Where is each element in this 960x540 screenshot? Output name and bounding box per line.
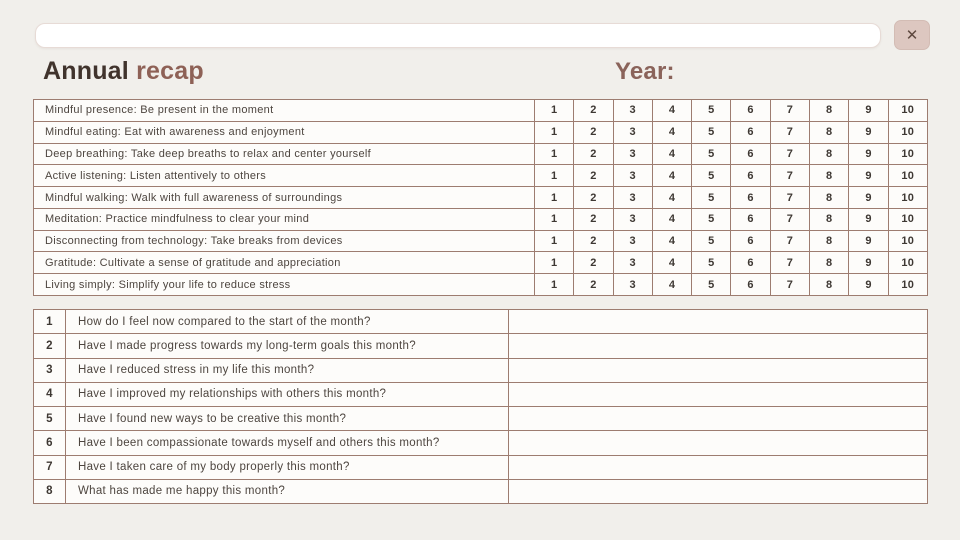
rating-cell[interactable]: 8	[810, 209, 849, 230]
table-row	[34, 359, 927, 383]
rating-cell[interactable]: 1	[535, 231, 574, 252]
activity-label: Gratitude: Cultivate a sense of gratitude and appreciation	[34, 252, 535, 273]
activity-label: Active listening: Listen attentively to others	[34, 165, 535, 186]
rating-cell[interactable]: 10	[901, 191, 915, 204]
question-number: 1	[34, 310, 66, 333]
rating-cell[interactable]: 8	[810, 252, 849, 273]
answer-cell[interactable]	[509, 480, 927, 503]
table-row	[34, 431, 927, 455]
answer-cell[interactable]	[509, 407, 927, 430]
rating-cell[interactable]: 10	[901, 126, 915, 139]
rating-cell[interactable]: 10	[901, 213, 915, 226]
rating-cell[interactable]: 7	[771, 165, 810, 186]
monthly-questions-table	[33, 309, 928, 504]
rating-cell[interactable]: 9	[849, 165, 888, 186]
question-label: Have I found new ways to be creative this month?	[66, 407, 509, 430]
rating-cell[interactable]: 1	[535, 144, 574, 165]
rating-cell[interactable]: 9	[849, 274, 888, 295]
page-title-primary: Annual	[43, 57, 129, 85]
rating-cell[interactable]: 5	[692, 187, 731, 208]
table-row	[34, 383, 927, 407]
rating-cell[interactable]: 9	[849, 144, 888, 165]
close-button[interactable]	[894, 20, 930, 50]
rating-cell[interactable]: 1	[535, 100, 574, 121]
answer-cell[interactable]	[509, 310, 927, 333]
question-number: 7	[34, 456, 66, 479]
rating-cell[interactable]: 7	[771, 100, 810, 121]
rating-cell[interactable]: 9	[849, 209, 888, 230]
rating-cell[interactable]: 9	[849, 187, 888, 208]
rating-cell[interactable]: 6	[731, 100, 770, 121]
table-row	[34, 187, 927, 209]
rating-cell[interactable]: 4	[653, 100, 692, 121]
table-row	[34, 209, 927, 231]
rating-cell[interactable]: 8	[810, 187, 849, 208]
rating-cell[interactable]: 10	[901, 169, 915, 182]
rating-cell[interactable]: 7	[771, 122, 810, 143]
rating-cell[interactable]: 3	[614, 187, 653, 208]
rating-cell[interactable]: 7	[771, 209, 810, 230]
table-row	[34, 274, 927, 295]
rating-cell[interactable]: 1	[535, 209, 574, 230]
rating-cell[interactable]: 6	[731, 122, 770, 143]
rating-cell[interactable]: 8	[810, 274, 849, 295]
rating-cell[interactable]: 6	[731, 209, 770, 230]
close-icon: ✕	[905, 26, 919, 44]
page-title	[43, 57, 204, 86]
question-number: 4	[34, 383, 66, 406]
rating-cell[interactable]: 2	[574, 209, 613, 230]
rating-cell[interactable]: 8	[810, 100, 849, 121]
table-row	[34, 456, 927, 480]
rating-cell[interactable]: 1	[535, 122, 574, 143]
activity-label: Mindful eating: Eat with awareness and enjoyment	[34, 122, 535, 143]
rating-cell[interactable]: 4	[653, 144, 692, 165]
activity-label: Mindful presence: Be present in the moment	[34, 100, 535, 121]
rating-cell[interactable]: 9	[849, 231, 888, 252]
rating-cell[interactable]: 1	[535, 187, 574, 208]
question-label: Have I reduced stress in my life this month?	[66, 359, 509, 382]
rating-cell[interactable]: 4	[653, 187, 692, 208]
rating-cell[interactable]: 9	[849, 122, 888, 143]
rating-cell[interactable]: 10	[901, 235, 915, 248]
rating-cell[interactable]: 7	[771, 274, 810, 295]
activity-label: Living simply: Simplify your life to reduce stress	[34, 274, 535, 295]
rating-cell[interactable]: 7	[771, 252, 810, 273]
activity-label: Disconnecting from technology: Take breaks from devices	[34, 231, 535, 252]
rating-cell[interactable]: 10	[901, 278, 915, 291]
rating-cell[interactable]: 4	[653, 165, 692, 186]
rating-cell[interactable]: 3	[614, 122, 653, 143]
page-title-secondary: recap	[136, 57, 204, 85]
rating-cell[interactable]: 10	[901, 104, 915, 117]
rating-cell[interactable]: 2	[574, 144, 613, 165]
rating-cell[interactable]: 3	[614, 100, 653, 121]
answer-cell[interactable]	[509, 456, 927, 479]
activity-label: Deep breathing: Take deep breaths to relax and center yourself	[34, 144, 535, 165]
rating-cell[interactable]: 2	[574, 100, 613, 121]
year-label: Year:	[615, 58, 675, 85]
table-row	[34, 334, 927, 358]
table-row	[34, 252, 927, 274]
table-row	[34, 480, 927, 503]
table-row	[34, 407, 927, 431]
rating-cell[interactable]: 6	[731, 144, 770, 165]
rating-cell[interactable]: 4	[653, 122, 692, 143]
rating-cell[interactable]: 6	[731, 187, 770, 208]
rating-cell[interactable]: 7	[771, 187, 810, 208]
rating-cell[interactable]: 1	[535, 165, 574, 186]
rating-cell[interactable]: 3	[614, 144, 653, 165]
rating-cell[interactable]: 10	[901, 256, 915, 269]
rating-cell[interactable]: 2	[574, 252, 613, 273]
answer-cell[interactable]	[509, 431, 927, 454]
rating-cell[interactable]: 5	[692, 165, 731, 186]
rating-cell[interactable]: 5	[692, 100, 731, 121]
question-label: Have I taken care of my body properly this month?	[66, 456, 509, 479]
rating-cell[interactable]: 3	[614, 209, 653, 230]
rating-cell[interactable]: 8	[810, 165, 849, 186]
mindfulness-ratings-table	[33, 99, 928, 296]
rating-cell[interactable]: 3	[614, 231, 653, 252]
rating-cell[interactable]: 2	[574, 231, 613, 252]
rating-cell[interactable]: 6	[731, 274, 770, 295]
question-label: Have I made progress towards my long-term goals this month?	[66, 334, 509, 357]
title-input[interactable]	[35, 23, 881, 48]
rating-cell[interactable]: 1	[535, 252, 574, 273]
question-number: 6	[34, 431, 66, 454]
rating-cell[interactable]: 2	[574, 165, 613, 186]
rating-cell[interactable]: 4	[653, 231, 692, 252]
rating-cell[interactable]: 2	[574, 122, 613, 143]
rating-cell[interactable]: 4	[653, 252, 692, 273]
rating-cell[interactable]: 6	[731, 231, 770, 252]
answer-cell[interactable]	[509, 359, 927, 382]
table-row	[34, 122, 927, 144]
rating-cell[interactable]: 10	[901, 147, 915, 160]
rating-cell[interactable]: 5	[692, 209, 731, 230]
activity-label: Mindful walking: Walk with full awareness of surroundings	[34, 187, 535, 208]
rating-cell[interactable]: 5	[692, 122, 731, 143]
rating-cell[interactable]: 6	[731, 165, 770, 186]
rating-cell[interactable]: 5	[692, 274, 731, 295]
rating-cell[interactable]: 7	[771, 144, 810, 165]
activity-label: Meditation: Practice mindfulness to clear your mind	[34, 209, 535, 230]
question-number: 2	[34, 334, 66, 357]
rating-cell[interactable]: 8	[810, 231, 849, 252]
question-label: How do I feel now compared to the start of the month?	[66, 310, 509, 333]
question-label: Have I improved my relationships with others this month?	[66, 383, 509, 406]
rating-cell[interactable]: 9	[849, 252, 888, 273]
rating-cell[interactable]: 4	[653, 274, 692, 295]
rating-cell[interactable]: 8	[810, 122, 849, 143]
table-row	[34, 165, 927, 187]
rating-cell[interactable]: 4	[653, 209, 692, 230]
question-number: 5	[34, 407, 66, 430]
question-number: 8	[34, 480, 66, 503]
table-row	[34, 231, 927, 253]
rating-cell[interactable]: 5	[692, 252, 731, 273]
rating-cell[interactable]: 5	[692, 144, 731, 165]
rating-cell[interactable]: 2	[574, 274, 613, 295]
answer-cell[interactable]	[509, 383, 927, 406]
question-label: What has made me happy this month?	[66, 480, 509, 503]
rating-cell[interactable]: 2	[574, 187, 613, 208]
table-row	[34, 144, 927, 166]
rating-cell[interactable]: 5	[692, 231, 731, 252]
rating-cell[interactable]: 7	[771, 231, 810, 252]
table-row	[34, 310, 927, 334]
answer-cell[interactable]	[509, 334, 927, 357]
rating-cell[interactable]: 3	[614, 274, 653, 295]
rating-cell[interactable]: 3	[614, 252, 653, 273]
table-row	[34, 100, 927, 122]
rating-cell[interactable]: 6	[731, 252, 770, 273]
rating-cell[interactable]: 9	[849, 100, 888, 121]
question-number: 3	[34, 359, 66, 382]
question-label: Have I been compassionate towards myself and others this month?	[66, 431, 509, 454]
rating-cell[interactable]: 3	[614, 165, 653, 186]
rating-cell[interactable]: 8	[810, 144, 849, 165]
rating-cell[interactable]: 1	[535, 274, 574, 295]
